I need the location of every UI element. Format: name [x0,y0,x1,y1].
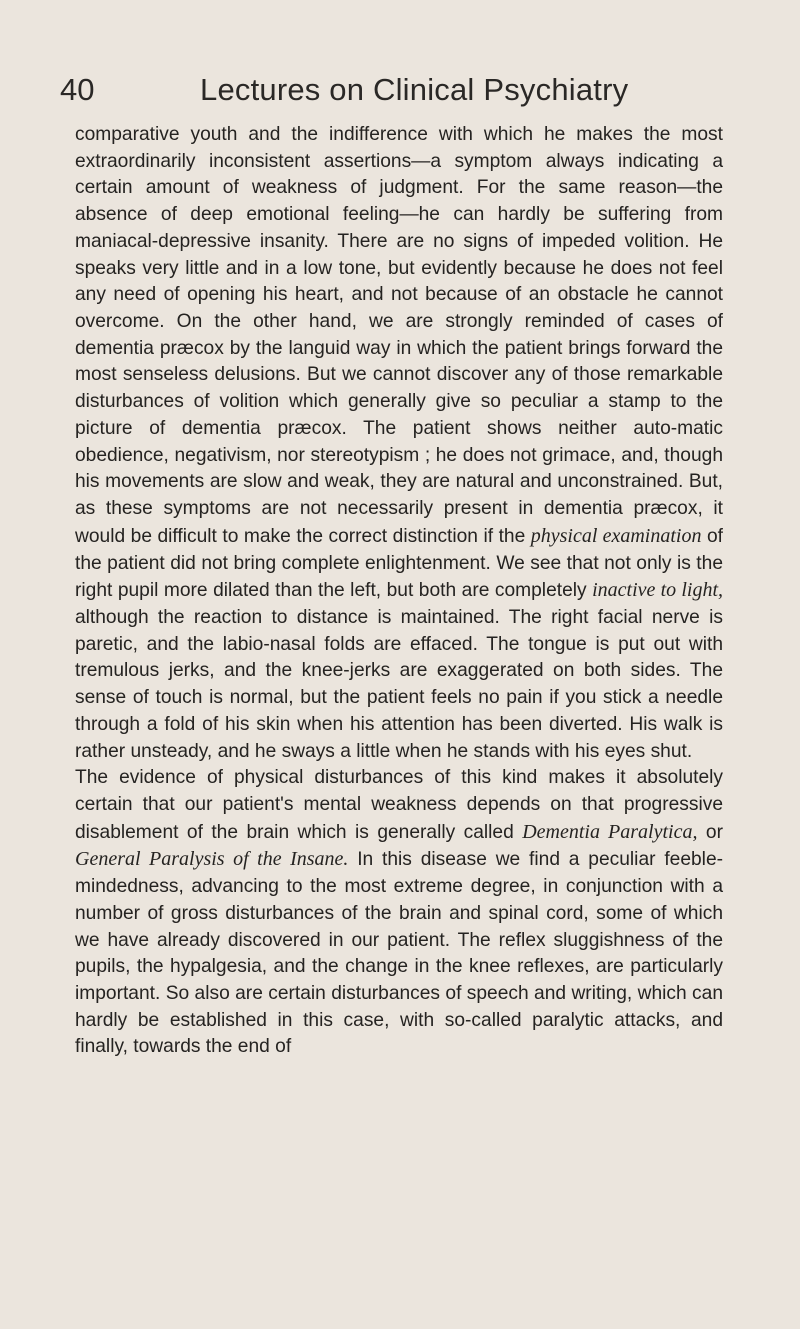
paragraph-1-text-2: of the patient did not bring complete enlightenment. We see that not only is the right pupil more dilated than the left, but both are completely [75,525,723,602]
paragraph-1-text-3: although the reaction to distance is maintained. The right facial nerve is paretic, and the labio-nasal folds are effaced. The tongue is put out with tremulous jerks, and the knee-jerks are exaggerated on both sides. The sense of touch is normal, but the patient feels no pain if you stick a needle through a fold of his skin when his attention has been diverted. His walk is rather unsteady, and he sways a little when he stands with his eyes shut. [75,606,723,762]
paragraph-2-italic-2: General Paralysis of the Insane. [75,848,349,871]
paragraph-1-italic-2: inactive to light, [592,579,724,602]
page-header [60,68,715,112]
running-head: Lectures on Clinical Psychiatry [200,72,629,107]
body-text [75,122,723,1061]
paragraph-1 [75,122,723,765]
paragraph-2-italic-1: Dementia Paralytica, [522,820,698,843]
paragraph-2-text-3: In this disease we find a peculiar feeble-mindedness, advancing to the most extreme degree, in conjunction with a number of gross disturbances of the brain and spinal cord, some of which we have already discovered in our patient. The reflex sluggishness of the pupils, the hypalgesia, and the change in the knee reflexes, are particularly important. So also are certain disturbances of speech and writing, which can hardly be established in this case, with so-called paralytic attacks, and finally, towards the end of [75,849,723,1058]
paragraph-2-text-1: The evidence of physical disturbances of this kind makes it absolutely certain that our patient's mental weakness depends on that progressive disablement of the brain which is generally called [75,767,723,843]
paragraph-2-text-2: or [697,821,723,843]
paragraph-1-text-1: comparative youth and the indifference with which he makes the most extraordinarily inconsistent assertions—a symptom always indicating a certain amount of weakness of judgment. For the same reason—the absence of deep emotional feeling—he can hardly be suffering from maniacal-depressive insanity. There are no signs of impeded volition. He speaks very little and in a low tone, but evidently because he does not feel any need of opening his heart, and not because of an obstacle he cannot overcome. On the other hand, we are strongly reminded of cases of dementia præcox by the languid way in which the patient brings forward the most senseless delusions. But we cannot discover any of those remarkable disturbances of volition which generally give so peculiar a stamp to the picture of dementia præcox. The patient shows neither auto-matic obedience, negativism, nor stereotypism ; he does not grimace, and, though his movements are slow and weak, they are natural and unconstrained. But, as these symptoms are not necessarily present in dementia præcox, it would be difficult to make the correct distinction if the [75,124,723,547]
paragraph-1-italic-1: physical examination [530,524,702,547]
page-number: 40 [60,72,95,107]
paragraph-2 [75,765,723,1061]
